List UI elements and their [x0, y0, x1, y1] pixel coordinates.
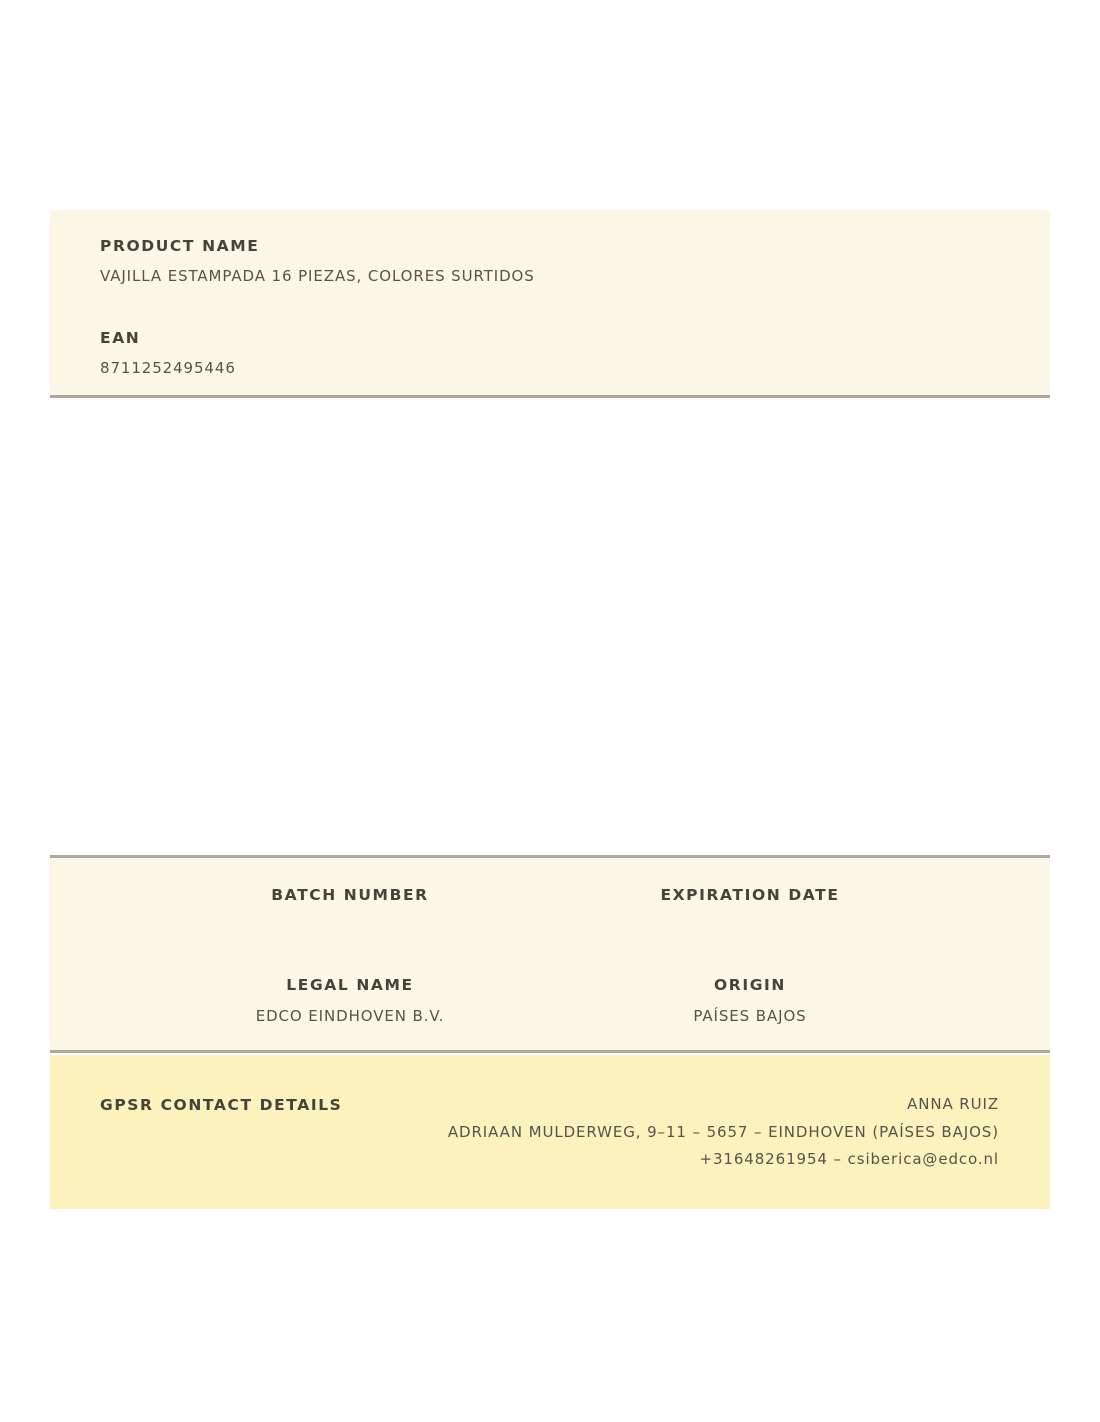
details-grid — [150, 886, 950, 1026]
product-name-label: PRODUCT NAME — [100, 237, 260, 255]
ean-value: 8711252495446 — [100, 359, 236, 377]
gpsr-contact-person: ANNA RUIZ — [907, 1095, 999, 1113]
gpsr-contact-phone-email: +31648261954 – csiberica@edco.nl — [699, 1150, 999, 1168]
gpsr-contact-details-label: GPSR CONTACT DETAILS — [100, 1096, 343, 1114]
expiration-date-label: EXPIRATION DATE — [660, 886, 840, 904]
expiration-date-value — [550, 917, 950, 936]
product-name-value: VAJILLA ESTAMPADA 16 PIEZAS, COLORES SURTIDOS — [100, 267, 535, 285]
ean-label: EAN — [100, 329, 141, 347]
gpsr-contact-section — [50, 1055, 1050, 1209]
legal-name-field — [150, 976, 550, 1026]
expiration-date-field — [550, 886, 950, 936]
batch-number-label: BATCH NUMBER — [271, 886, 429, 904]
origin-value: PAÍSES BAJOS — [693, 1007, 807, 1025]
gpsr-contact-block — [342, 1091, 999, 1174]
details-row-2 — [150, 976, 950, 1026]
origin-label: ORIGIN — [714, 976, 786, 994]
details-section — [50, 855, 1050, 1053]
legal-name-value: EDCO EINDHOVEN B.V. — [255, 1007, 445, 1025]
legal-name-label: LEGAL NAME — [286, 976, 414, 994]
gpsr-contact-address: ADRIAAN MULDERWEG, 9–11 – 5657 – EINDHOVEN (PAÍSES BAJOS) — [447, 1122, 999, 1141]
batch-number-field — [150, 886, 550, 936]
origin-field — [550, 976, 950, 1026]
details-row-1 — [150, 886, 950, 936]
product-name-field — [100, 237, 1000, 286]
batch-number-value — [150, 917, 550, 936]
ean-field — [100, 329, 1000, 378]
product-section — [50, 210, 1050, 398]
